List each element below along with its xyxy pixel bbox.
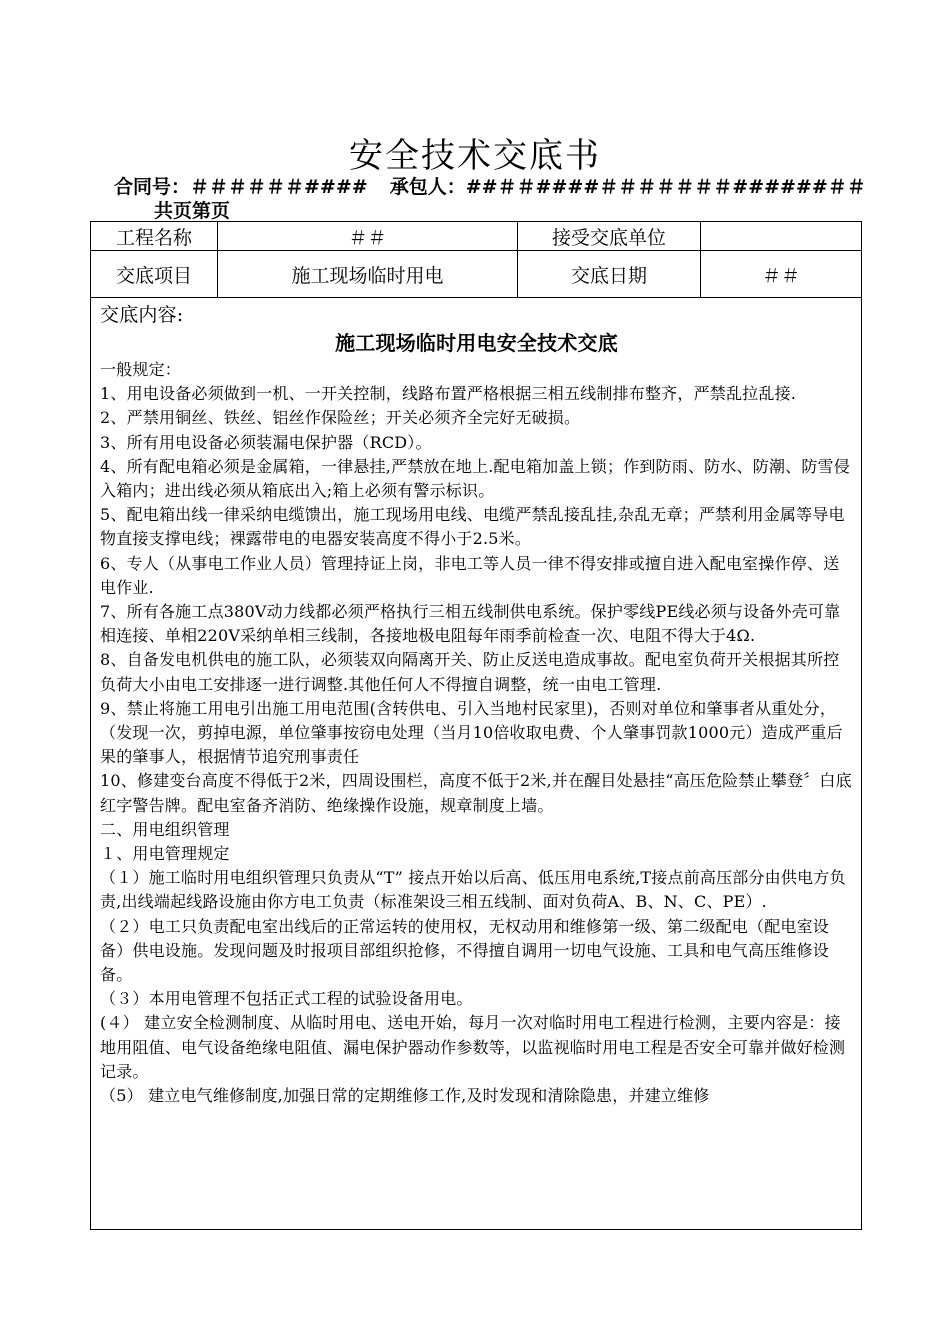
rule-item: （３）本用电管理不包括正式工程的试验设备用电。 xyxy=(100,989,473,1009)
meta-line xyxy=(114,176,874,198)
date-label: 交底日期 xyxy=(518,251,701,298)
item-value: 施工现场临时用电 xyxy=(218,251,518,298)
rule-item: （２）电工只负责配电室出线后的正常运转的使用权，无权动用和维修第一级、第二级配电（配电室设备）供电设施。发现问题及时报项目部组织抢修，不得擅自调用一切电气设施、工具和电气高压维修设备。 xyxy=(100,916,830,985)
rule-item: 8、自备发电机供电的施工队，必须装双向隔离开关、防止反送电造成事故。配电室负荷开关根据其所控负荷大小由电工安排逐一进行调整.其他任何人不得擅自调整，统一由电工管理. xyxy=(100,650,840,694)
rule-item: (４） 建立安全检测制度、从临时用电、送电开始，每月一次对临时用电工程进行检测，主要内容是：接地用阻值、电气设备绝缘电阻值、漏电保护器动作参数等，以监视临时用电工程是否安全可靠并做好检测记录。 xyxy=(100,1013,846,1081)
rule-item: （１）施工临时用电组织管理只负责从“T” 接点开始以后高、低压用电系统,T接点前高压部分由供电方负责,出线端起线路设施由你方电工负责（标准架设三相五线制、面对负荷A、B、N、C、PE）. xyxy=(100,868,846,912)
section-title: 二、用电组织管理 xyxy=(100,819,230,839)
table-row xyxy=(91,251,862,298)
disclosure-table xyxy=(90,221,862,1230)
rule-item: 6、专人（从事电工作业人员）管理持证上岗，非电工等人员一律不得安排或擅自进入配电室操作停、送电作业. xyxy=(100,553,840,597)
page-info: 共页第页 xyxy=(154,200,231,222)
project-name-label: 工程名称 xyxy=(91,222,218,251)
rule-item: 10、修建变台高度不得低于2米，四周设围栏，高度不低于2米,并在醒目处悬挂“高压危险禁止攀登〞白底红字警告牌。配电室备齐消防、绝缘操作设施，规章制度上墙。 xyxy=(100,771,852,815)
rule-item: 9、禁止将施工用电引出施工用电范围(含转供电、引入当地村民家里)，否则对单位和肇事者从重处分，（发现一次，剪掉电源，单位肇事按窃电处理（当月10倍收取电费、个人肇事罚款1000元）造成严重后果的肇事人，根据情节追究刑事责任 xyxy=(100,698,843,767)
subsection-title: １、用电管理规定 xyxy=(100,844,230,864)
table-row xyxy=(91,222,862,251)
content-cell xyxy=(91,298,862,1230)
contractor-value: ##＃＃####＃＃＃＃＃＃＃######＃＃ xyxy=(465,176,866,198)
content-row xyxy=(91,298,862,1230)
rule-item: 2、严禁用铜丝、铁丝、铝丝作保险丝；开关必须齐全完好无破损。 xyxy=(100,408,581,428)
general-rules-title: 一般规定： xyxy=(100,360,182,379)
rule-item: （5） 建立电气维修制度,加强日常的定期维修工作,及时发现和清除隐患，并建立维修 xyxy=(100,1086,710,1106)
date-value: ＃＃ xyxy=(701,251,862,298)
receiving-unit-value xyxy=(701,222,862,251)
rule-item: 3、所有用电设备必须装漏电保护器（RCD）。 xyxy=(100,432,432,452)
rule-item: 7、所有各施工点380V动力线都必须严格执行三相五线制供电系统。保护零线PE线必须与设备外壳可靠相连接、单相220V采纳单相三线制，各接地极电阻每年雨季前检查一次、电阻不得大于4Ω. xyxy=(100,602,841,646)
rule-item: 5、配电箱出线一律采纳电缆馈出，施工现场用电线、电缆严禁乱接乱挂,杂乱无章；严禁利用金属等导电物直接支撑电线；裸露带电的电器安装高度不得小于2.5米。 xyxy=(100,505,845,549)
item-label: 交底项目 xyxy=(91,251,218,298)
document-title: 安全技术交底书 xyxy=(349,136,601,176)
rule-item: 1、用电设备必须做到一机、一开关控制，线路布置严格根据三相五线制排布整齐，严禁乱拉乱接. xyxy=(100,384,797,404)
project-name-value: ＃＃ xyxy=(218,222,518,251)
contract-label: 合同号： xyxy=(114,176,191,198)
contract-value: ＃＃＃＃＃＃#### xyxy=(190,176,368,198)
content-body xyxy=(91,298,861,1229)
contractor-label: 承包人： xyxy=(389,176,466,198)
rule-item: 4、所有配电箱必须是金属箱，一律悬挂,严禁放在地上.配电箱加盖上锁；作到防雨、防水、防潮、防雪侵入箱内；进出线必须从箱底出入;箱上必须有警示标识。 xyxy=(100,456,850,501)
content-label: 交底内容: xyxy=(100,304,184,326)
receiving-unit-label: 接受交底单位 xyxy=(518,222,701,251)
content-heading: 施工现场临时用电安全技术交底 xyxy=(335,331,618,355)
